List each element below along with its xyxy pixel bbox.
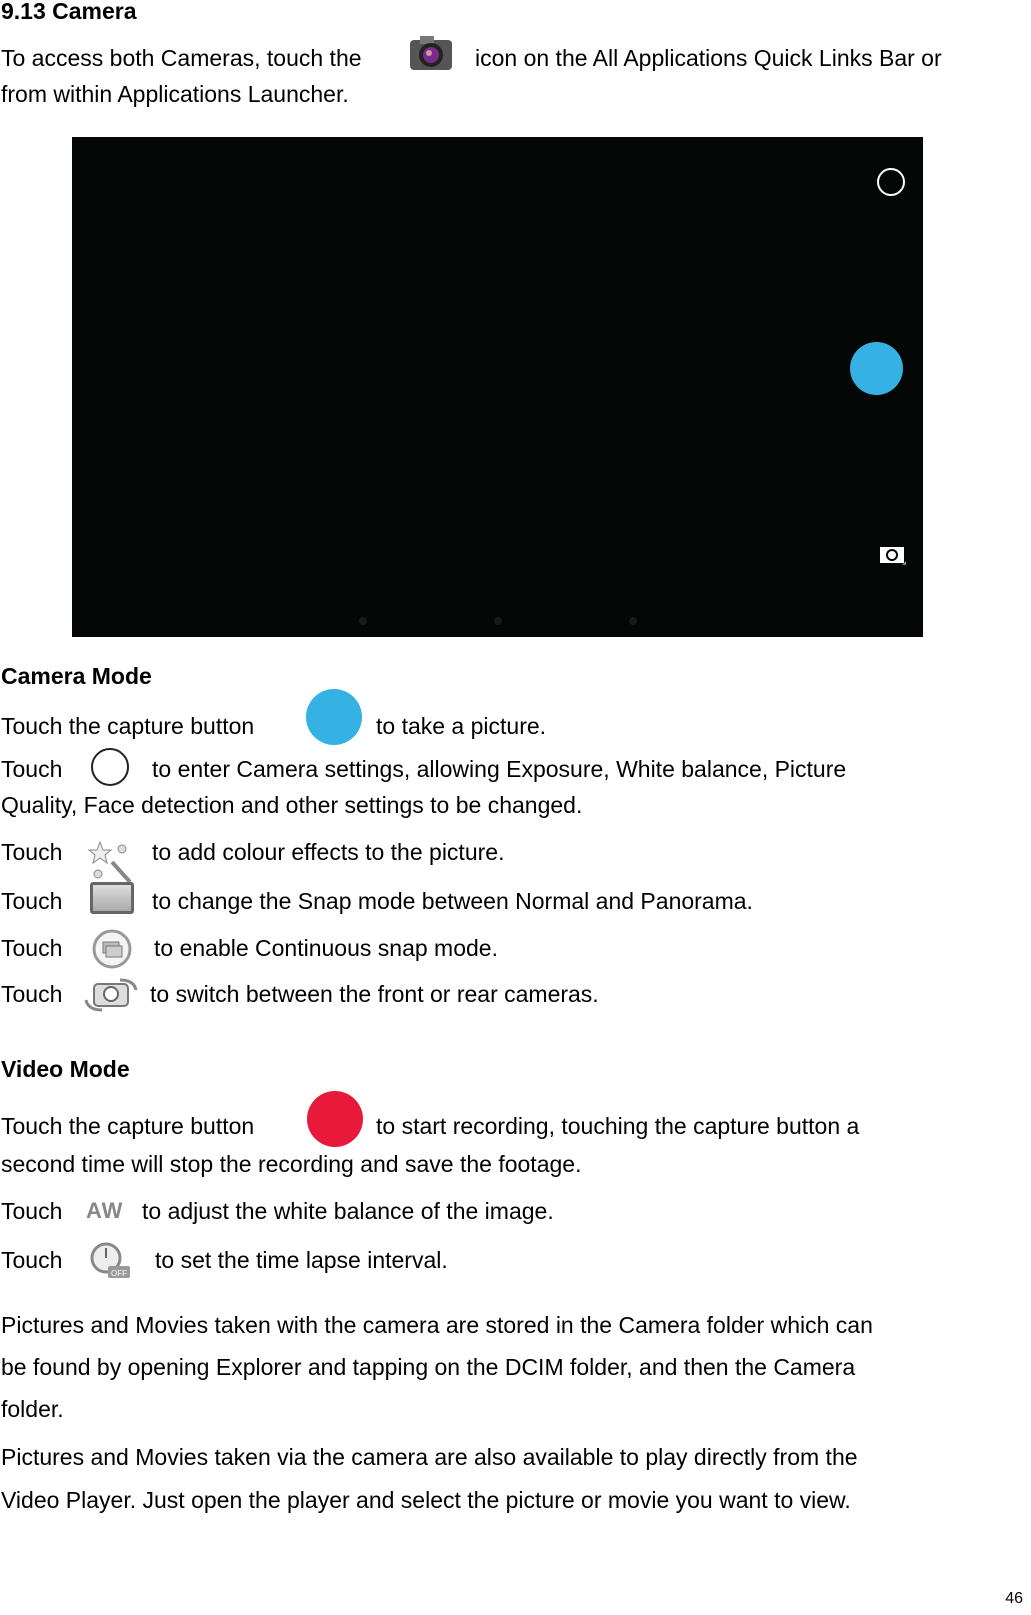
touch-label: Touch xyxy=(1,888,63,914)
intro-before: To access both Cameras, touch the xyxy=(1,45,362,71)
white-balance-icon: AW xyxy=(86,1198,124,1223)
record-after-text-2: second time will stop the recording and save the footage. xyxy=(1,1151,582,1177)
storage-text: Video Player. Just open the player and select the picture or movie you want to view. xyxy=(1,1487,851,1513)
storage-text: folder. xyxy=(1,1396,64,1422)
touch-label: Touch xyxy=(1,756,63,782)
page-number: 46 xyxy=(1005,1590,1023,1607)
snap-text: to change the Snap mode between Normal and Panorama. xyxy=(152,888,753,914)
time-lapse-text: to set the time lapse interval. xyxy=(155,1247,448,1273)
nav-dot xyxy=(494,617,502,625)
record-after-text: to start recording, touching the capture button a xyxy=(376,1113,860,1139)
magic-wand-effects-icon xyxy=(88,840,132,884)
blue-capture-icon xyxy=(306,689,362,745)
intro-line2: from within Applications Launcher. xyxy=(1,81,349,107)
storage-text: Pictures and Movies taken with the camera are stored in the Camera folder which can xyxy=(1,1312,873,1338)
snap-mode-icon xyxy=(90,882,134,914)
touch-label: Touch xyxy=(1,1198,63,1224)
touch-label: Touch xyxy=(1,1247,63,1273)
record-text: Touch the capture button xyxy=(1,1113,255,1139)
switch-text: to switch between the front or rear cameras. xyxy=(150,981,599,1007)
nav-dot xyxy=(629,617,637,625)
touch-label: Touch xyxy=(1,935,63,961)
continuous-snap-icon xyxy=(91,928,133,970)
intro-after: icon on the All Applications Quick Links Bar or xyxy=(475,45,942,71)
camera-screenshot xyxy=(72,137,923,637)
touch-label: Touch xyxy=(1,839,63,865)
nav-dot xyxy=(359,617,367,625)
effects-text: to add colour effects to the picture. xyxy=(152,839,505,865)
settings-text: to enter Camera settings, allowing Exposure, White balance, Picture xyxy=(152,756,847,782)
settings-text-2: Quality, Face detection and other settings to be changed. xyxy=(1,792,583,818)
switch-camera-icon xyxy=(82,976,140,1014)
settings-circle-icon xyxy=(91,748,129,786)
touch-label: Touch xyxy=(1,981,63,1007)
storage-text: Pictures and Movies taken via the camera are also available to play directly from the xyxy=(1,1444,858,1470)
section-heading: 9.13 Camera xyxy=(1,0,137,24)
white-balance-text: to adjust the white balance of the image. xyxy=(142,1198,554,1224)
time-lapse-icon xyxy=(88,1240,132,1282)
time-lapse-icon-label: OFF xyxy=(111,1269,127,1278)
intro-text xyxy=(1,44,362,72)
video-mode-title: Video Mode xyxy=(1,1056,130,1082)
camera-mode-title: Camera Mode xyxy=(1,663,152,689)
red-record-icon xyxy=(307,1091,363,1147)
capture-button xyxy=(850,342,903,395)
camera-app-icon xyxy=(408,34,454,74)
camera-switch-icon xyxy=(878,543,908,567)
capture-text: Touch the capture button xyxy=(1,713,255,739)
capture-after-text: to take a picture. xyxy=(376,713,547,739)
storage-text: be found by opening Explorer and tapping on the DCIM folder, and then the Camera xyxy=(1,1354,856,1380)
continuous-text: to enable Continuous snap mode. xyxy=(154,935,498,961)
settings-circle-icon xyxy=(877,168,905,196)
